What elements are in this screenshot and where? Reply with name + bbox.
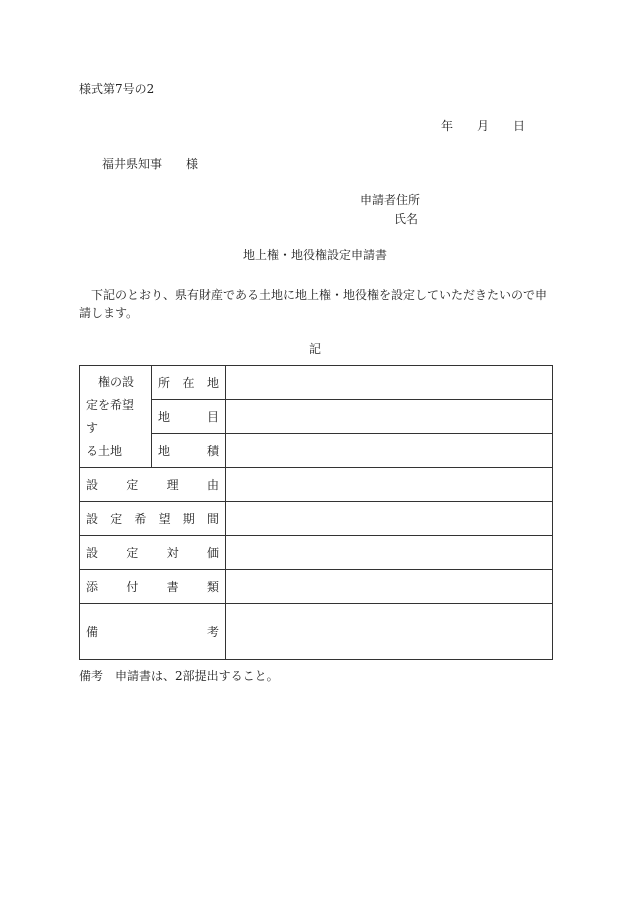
label-location (152, 366, 226, 400)
land-label-cell (80, 366, 152, 468)
label-char: 備 (86, 625, 99, 639)
label-char: 設 (86, 546, 99, 560)
date-year-label: 年 (441, 119, 454, 133)
application-table (79, 365, 553, 660)
label-remarks (80, 604, 226, 660)
label-char: 地 (206, 376, 219, 390)
date-month-label: 月 (477, 119, 490, 133)
label-char: 付 (126, 580, 139, 594)
label-setting-reason (80, 468, 226, 502)
body-text: 下記のとおり、県有財産である土地に地上権・地役権を設定していただきたいので申請します。 (79, 288, 548, 320)
label-char: 定 (110, 512, 123, 526)
label-char: 希 (134, 512, 147, 526)
label-char: 目 (206, 410, 219, 424)
addressee: 福井県知事 様 (102, 157, 199, 171)
date-day-label: 日 (513, 119, 526, 133)
label-char: 間 (206, 512, 219, 526)
label-char: 設 (86, 478, 99, 492)
table-row (80, 570, 553, 604)
label-consideration (80, 536, 226, 570)
label-char: 考 (206, 625, 219, 639)
value-desired-period[interactable] (226, 502, 553, 536)
label-char: 積 (206, 444, 219, 458)
table-row (80, 604, 553, 660)
land-label-line: 権の設 (86, 374, 135, 389)
table-row (80, 468, 553, 502)
label-char: 在 (182, 376, 195, 390)
applicant-name-label: 氏名 (394, 212, 419, 226)
value-remarks[interactable] (226, 604, 553, 660)
value-land-category[interactable] (226, 400, 553, 434)
table-row (80, 366, 553, 400)
label-char: 地 (158, 444, 171, 458)
label-attachments (80, 570, 226, 604)
land-label-line: る土地 (86, 443, 123, 458)
document-title: 地上権・地役権設定申請書 (242, 248, 387, 262)
label-char: 対 (166, 546, 179, 560)
value-land-area[interactable] (226, 434, 553, 468)
label-char: 定 (126, 546, 139, 560)
label-char: 価 (206, 546, 219, 560)
ki-heading: 記 (308, 342, 321, 356)
label-char: 地 (158, 410, 171, 424)
label-char: 設 (86, 512, 99, 526)
footnote: 備考 申請書は、2部提出すること。 (79, 669, 279, 683)
label-char: 期 (182, 512, 195, 526)
form-number: 様式第7号の2 (79, 82, 155, 96)
label-char: 類 (206, 580, 219, 594)
label-char: 定 (126, 478, 139, 492)
land-label-line: 定を希望す (86, 397, 135, 435)
value-consideration[interactable] (226, 536, 553, 570)
label-land-category (152, 400, 226, 434)
label-char: 所 (158, 376, 171, 390)
label-char: 添 (86, 580, 99, 594)
value-setting-reason[interactable] (226, 468, 553, 502)
label-desired-period (80, 502, 226, 536)
label-char: 理 (166, 478, 179, 492)
table-row (80, 502, 553, 536)
label-land-area (152, 434, 226, 468)
applicant-address-label: 申請者住所 (360, 193, 421, 207)
table-row (80, 536, 553, 570)
date-line (441, 119, 525, 133)
label-char: 書 (166, 580, 179, 594)
value-location[interactable] (226, 366, 553, 400)
label-char: 望 (158, 512, 171, 526)
label-char: 由 (206, 478, 219, 492)
value-attachments[interactable] (226, 570, 553, 604)
